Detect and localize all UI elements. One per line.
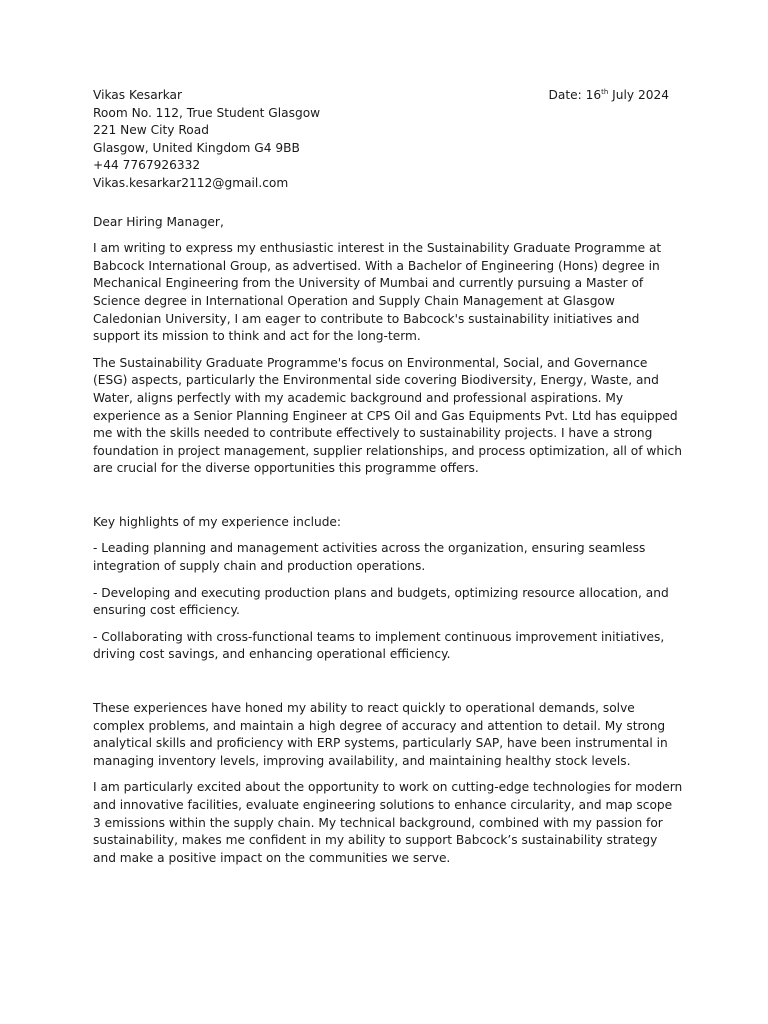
sender-phone: +44 7767926332 — [93, 158, 201, 173]
highlights-intro: Key highlights of my experience include: — [93, 514, 342, 529]
sender-email: Vikas.kesarkar2112@gmail.com — [93, 175, 289, 190]
date-rest: July 2024 — [608, 88, 669, 102]
highlight-item: - Collaborating with cross-functional teams to implement continuous improvement initiatives, driving cost savings, and enhancing operational efficiency. — [93, 629, 665, 662]
salutation: Dear Hiring Manager, — [93, 214, 224, 229]
highlight-item: - Developing and executing production plans and budgets, optimizing resource allocation, and ensuring cost efficiency. — [93, 585, 669, 618]
letter-date — [549, 87, 670, 105]
sender-address-line2: 221 New City Road — [93, 123, 209, 138]
sender-address-line3: Glasgow, United Kingdom G4 9BB — [93, 140, 300, 155]
date-prefix: Date: 16 — [548, 88, 602, 102]
letter-header — [93, 87, 683, 193]
sender-name: Vikas Kesarkar — [93, 88, 183, 102]
paragraph-intro: I am writing to express my enthusiastic interest in the Sustainability Graduate Programme at Babcock International Group, as advertised. With a Bachelor of Engineering (Hons) degree in Mechanical Engineering from the University of Mumbai and currently pursuing a Master of Science degree in International Operation and Supply Chain Management at Glasgow Caledonian University, I am eager to contribute to Babcock's sustainability initiatives and support its mission to think and act for the long-term. — [93, 241, 662, 344]
paragraph-skills: These experiences have honed my ability to react quickly to operational demands, solve complex problems, and maintain a high degree of accuracy and attention to detail. My strong analytical skills and proficiency with ERP systems, particularly SAP, have been instrumental in managing inventory levels, improving availability, and maintaining healthy stock levels. — [93, 701, 668, 768]
date-ordinal: th — [601, 87, 609, 96]
cover-letter — [93, 87, 683, 867]
paragraph-closing: I am particularly excited about the opportunity to work on cutting-edge technologies for modern and innovative facilities, evaluate engineering solutions to enhance circularity, and map scope 3 emissions within the supply chain. My technical background, combined with my passion for sustainability, makes me confident in my ability to support Babcock’s sustainability strategy and make a positive impact on the communities we serve. — [93, 780, 683, 865]
paragraph-programme-focus: The Sustainability Graduate Programme's focus on Environmental, Social, and Governance (ESG) aspects, particularly the Environmental side covering Biodiversity, Energy, Waste, and Water, aligns perfectly with my academic background and professional aspirations. My experience as a Senior Planning Engineer at CPS Oil and Gas Equipments Pvt. Ltd has equipped me with the skills needed to contribute effectively to sustainability projects. I have a strong foundation in project management, supplier relationships, and process optimization, all of which are crucial for the diverse opportunities this programme offers. — [93, 355, 682, 476]
sender-address-line1: Room No. 112, True Student Glasgow — [93, 105, 321, 120]
highlight-item: - Leading planning and management activities across the organization, ensuring seamless integration of supply chain and production operations. — [93, 541, 646, 574]
